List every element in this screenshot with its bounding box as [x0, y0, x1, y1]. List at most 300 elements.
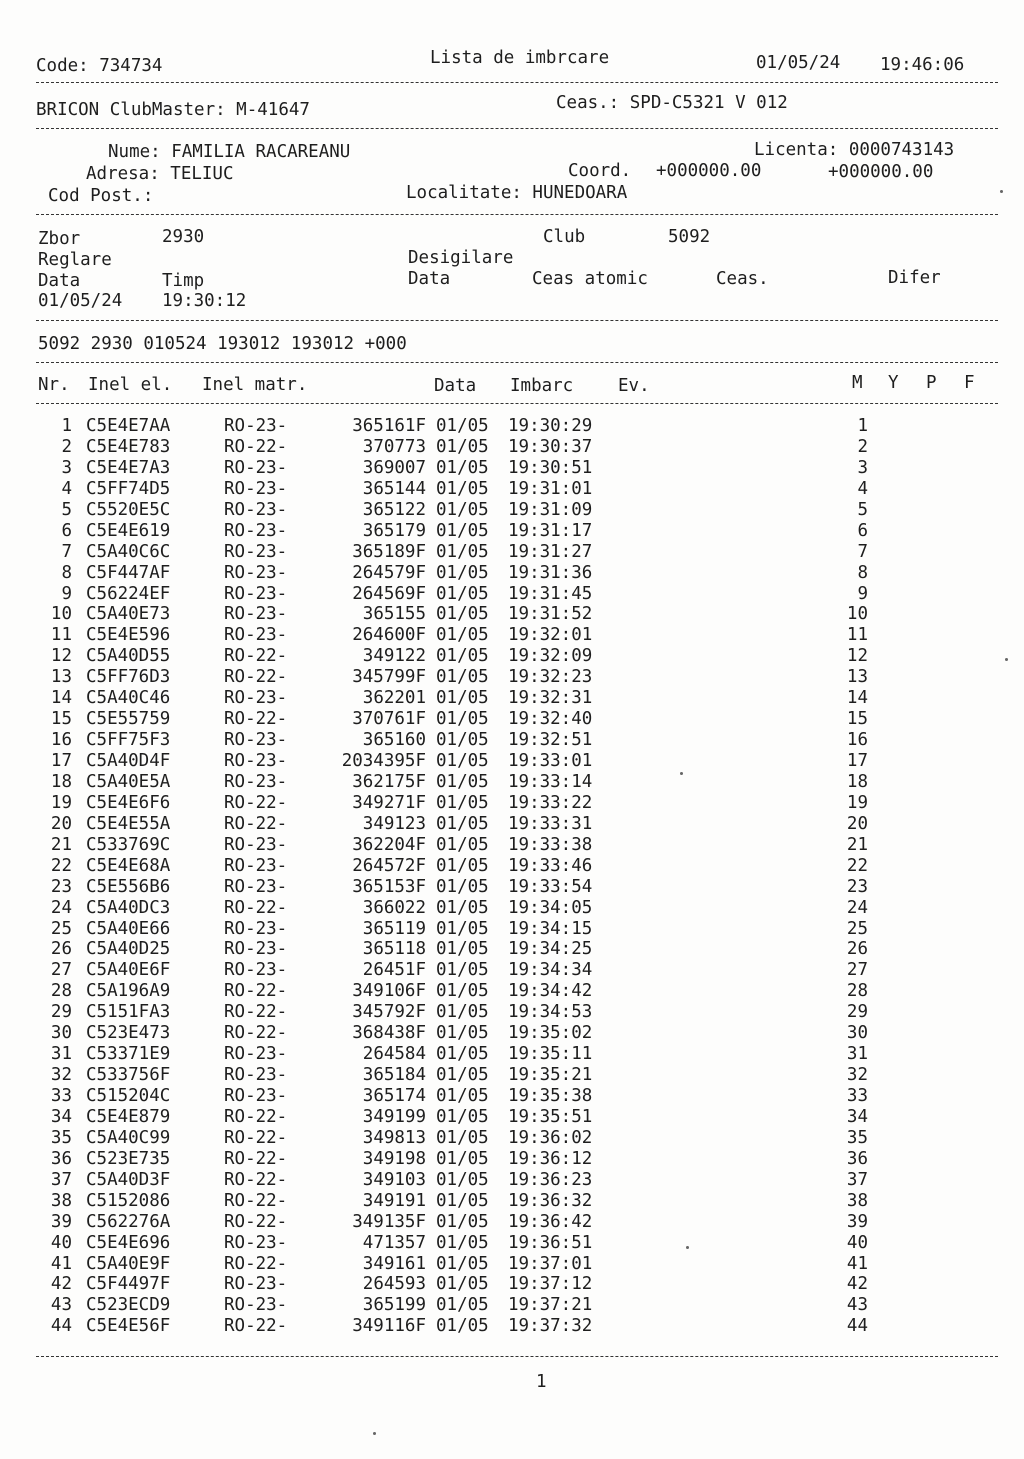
order-m: 41 [846, 1253, 868, 1274]
row-number: 34 [50, 1106, 72, 1127]
difference-label: Difer [888, 268, 941, 288]
atomic-clock-label: Ceas atomic [532, 269, 648, 289]
ring-prefix: RO-22- [224, 436, 288, 457]
electronic-ring: C523E735 [86, 1148, 171, 1169]
table-row [36, 898, 996, 919]
separator-line [36, 82, 998, 83]
table-row [36, 919, 996, 940]
table-row [36, 1191, 996, 1212]
row-number: 6 [61, 520, 72, 541]
ring-number: 365161F [352, 416, 426, 436]
ring-prefix: RO-23- [224, 918, 288, 939]
locality: Localitate: HUNEDOARA [406, 183, 628, 203]
basketing-time: 19:31:52 [508, 604, 593, 625]
arrival-date: 01/05 [436, 1148, 489, 1169]
basketing-time: 19:35:21 [508, 1065, 593, 1086]
table-row [36, 793, 996, 814]
order-m: 14 [846, 688, 868, 709]
ring-number: 349198 [362, 1148, 426, 1169]
order-m: 10 [846, 604, 868, 625]
order-m: 23 [846, 876, 868, 897]
ring-prefix: RO-22- [224, 897, 288, 918]
scan-speck [1005, 658, 1008, 661]
scan-speck [686, 1246, 689, 1249]
ring-number: 349135F [352, 1211, 426, 1232]
flight-number: 2930 [162, 227, 205, 247]
clock-label: Ceas.: SPD-C5321 V 012 [556, 93, 788, 113]
table-row [36, 625, 996, 646]
basketing-time: 19:35:02 [508, 1023, 593, 1044]
arrival-date: 01/05 [436, 562, 489, 583]
row-number: 17 [50, 751, 72, 771]
ring-prefix: RO-22- [224, 1106, 288, 1127]
electronic-ring: C5A40E9F [86, 1253, 171, 1274]
basketing-time: 19:37:12 [508, 1274, 593, 1295]
table-row [36, 1023, 996, 1044]
ring-prefix: RO-23- [224, 1232, 288, 1253]
ring-number: 2034395F [341, 751, 426, 771]
arrival-date: 01/05 [436, 855, 489, 876]
order-m: 9 [857, 583, 868, 604]
ring-prefix: RO-22- [224, 813, 288, 834]
row-number: 26 [50, 939, 72, 960]
ring-number: 366022 [362, 897, 426, 918]
order-m: 35 [846, 1127, 868, 1148]
basketing-time: 19:36:02 [508, 1127, 593, 1148]
page-number: 1 [536, 1372, 547, 1392]
electronic-ring: C5E55759 [86, 709, 171, 730]
ring-number: 349271F [352, 792, 426, 813]
table-row [36, 604, 996, 625]
ring-number: 345792F [352, 1002, 426, 1023]
row-number: 11 [50, 625, 72, 646]
arrival-date: 01/05 [436, 751, 489, 771]
basketing-time: 19:31:36 [508, 562, 593, 583]
arrival-date: 01/05 [436, 960, 489, 981]
order-m: 43 [846, 1295, 868, 1316]
separator-line [36, 128, 998, 129]
ring-prefix: RO-23- [224, 1065, 288, 1086]
electronic-ring: C5A40C46 [86, 688, 171, 709]
ring-prefix: RO-23- [224, 583, 288, 604]
ring-prefix: RO-23- [224, 834, 288, 855]
owner-name: Nume: FAMILIA RACAREANU [108, 142, 351, 162]
table-row [36, 772, 996, 793]
electronic-ring: C5E4E619 [86, 520, 171, 541]
basketing-time: 19:31:27 [508, 541, 593, 562]
order-m: 29 [846, 1002, 868, 1023]
order-m: 25 [846, 918, 868, 939]
electronic-ring: C5A40E6F [86, 960, 171, 981]
table-row [36, 563, 996, 584]
table-row [36, 835, 996, 856]
col-header-m: M [852, 373, 863, 393]
print-date: 01/05/24 [756, 53, 841, 73]
basketing-time: 19:35:11 [508, 1044, 593, 1065]
basketing-time: 19:32:01 [508, 625, 593, 646]
row-number: 22 [50, 855, 72, 876]
coord-label: Coord. [568, 161, 632, 181]
coord-latitude: +000000.00 [656, 161, 762, 181]
electronic-ring: C5E4E7AA [86, 416, 171, 436]
row-number: 7 [61, 541, 72, 562]
ring-prefix: RO-23- [224, 604, 288, 625]
arrival-date: 01/05 [436, 981, 489, 1002]
basketing-time: 19:32:40 [508, 709, 593, 730]
order-m: 22 [846, 855, 868, 876]
separator-line [36, 320, 998, 321]
arrival-date: 01/05 [436, 416, 489, 436]
table-row [36, 521, 996, 542]
ring-prefix: RO-23- [224, 688, 288, 709]
ring-prefix: RO-22- [224, 646, 288, 667]
ring-number: 349191 [362, 1190, 426, 1211]
table-row [36, 458, 996, 479]
electronic-ring: C5F4497F [86, 1274, 171, 1295]
clock-column-label: Ceas. [716, 269, 769, 289]
flight-label: Zbor [38, 229, 81, 249]
setting-date-label: Data [38, 271, 81, 291]
arrival-date: 01/05 [436, 1190, 489, 1211]
electronic-ring: C5A40D4F [86, 751, 171, 771]
ring-number: 471357 [362, 1232, 426, 1253]
ring-prefix: RO-23- [224, 478, 288, 499]
arrival-date: 01/05 [436, 834, 489, 855]
basketing-time: 19:33:38 [508, 834, 593, 855]
row-number: 13 [50, 667, 72, 688]
order-m: 7 [857, 541, 868, 562]
row-number: 29 [50, 1002, 72, 1023]
row-number: 33 [50, 1086, 72, 1106]
electronic-ring: C515204C [86, 1086, 171, 1106]
basketing-time: 19:30:51 [508, 457, 593, 478]
row-number: 19 [50, 792, 72, 813]
ring-number: 368438F [352, 1023, 426, 1044]
table-row [36, 981, 996, 1002]
ring-prefix: RO-23- [224, 730, 288, 751]
order-m: 6 [857, 520, 868, 541]
basketing-time: 19:32:23 [508, 667, 593, 688]
order-m: 33 [846, 1086, 868, 1106]
order-m: 13 [846, 667, 868, 688]
ring-number: 369007 [362, 457, 426, 478]
ring-number: 365153F [352, 876, 426, 897]
table-row [36, 416, 996, 437]
table-row [36, 1274, 996, 1295]
ring-number: 365155 [362, 604, 426, 625]
ring-number: 365179 [362, 520, 426, 541]
arrival-date: 01/05 [436, 583, 489, 604]
table-row [36, 1233, 996, 1254]
order-m: 27 [846, 960, 868, 981]
order-m: 8 [857, 562, 868, 583]
arrival-date: 01/05 [436, 1211, 489, 1232]
order-m: 17 [846, 751, 868, 771]
ring-number: 264572F [352, 855, 426, 876]
arrival-date: 01/05 [436, 876, 489, 897]
table-row [36, 877, 996, 898]
ring-prefix: RO-23- [224, 960, 288, 981]
electronic-ring: C5152086 [86, 1190, 171, 1211]
order-m: 5 [857, 499, 868, 520]
coord-longitude: +000000.00 [828, 162, 934, 182]
col-header-data: Data [434, 376, 477, 396]
order-m: 20 [846, 813, 868, 834]
ring-number: 365199 [362, 1295, 426, 1316]
col-header-nr: Nr. [38, 375, 70, 395]
arrival-date: 01/05 [436, 688, 489, 709]
row-number: 27 [50, 960, 72, 981]
arrival-date: 01/05 [436, 499, 489, 520]
electronic-ring: C5FF74D5 [86, 478, 171, 499]
ring-number: 264600F [352, 625, 426, 646]
basketing-time: 19:34:42 [508, 981, 593, 1002]
table-row [36, 1170, 996, 1191]
table-row [36, 856, 996, 877]
basketing-time: 19:31:01 [508, 478, 593, 499]
ring-prefix: RO-22- [224, 1127, 288, 1148]
electronic-ring: C5E4E55A [86, 813, 171, 834]
clock-code-line: 5092 2930 010524 193012 193012 +000 [38, 334, 407, 354]
table-row [36, 437, 996, 458]
row-number: 38 [50, 1190, 72, 1211]
table-row [36, 500, 996, 521]
ring-number: 365119 [362, 918, 426, 939]
electronic-ring: C5FF75F3 [86, 730, 171, 751]
electronic-ring: C5E4E879 [86, 1106, 171, 1127]
basketing-time: 19:32:31 [508, 688, 593, 709]
table-row [36, 646, 996, 667]
basketing-time: 19:33:22 [508, 792, 593, 813]
electronic-ring: C533769C [86, 834, 171, 855]
row-number: 31 [50, 1044, 72, 1065]
club-label: Club [543, 227, 586, 247]
table-row [36, 1316, 996, 1337]
arrival-date: 01/05 [436, 918, 489, 939]
basketing-time: 19:33:54 [508, 876, 593, 897]
arrival-date: 01/05 [436, 1169, 489, 1190]
row-number: 18 [50, 771, 72, 792]
ring-prefix: RO-23- [224, 457, 288, 478]
arrival-date: 01/05 [436, 1044, 489, 1065]
ring-number: 365144 [362, 478, 426, 499]
ring-number: 264584 [362, 1044, 426, 1065]
electronic-ring: C5E4E68A [86, 855, 171, 876]
table-row [36, 1107, 996, 1128]
electronic-ring: C5520E5C [86, 499, 171, 520]
row-number: 44 [50, 1316, 72, 1337]
row-number: 25 [50, 918, 72, 939]
row-number: 2 [61, 436, 72, 457]
electronic-ring: C533756F [86, 1065, 171, 1086]
arrival-date: 01/05 [436, 939, 489, 960]
basketing-time: 19:33:01 [508, 751, 593, 771]
basketing-time: 19:34:34 [508, 960, 593, 981]
basketing-time: 19:31:45 [508, 583, 593, 604]
electronic-ring: C523ECD9 [86, 1295, 171, 1316]
order-m: 18 [846, 771, 868, 792]
arrival-date: 01/05 [436, 625, 489, 646]
arrival-date: 01/05 [436, 1274, 489, 1295]
ring-number: 349122 [362, 646, 426, 667]
row-number: 12 [50, 646, 72, 667]
ring-prefix: RO-23- [224, 855, 288, 876]
ring-prefix: RO-22- [224, 1211, 288, 1232]
setting-date: 01/05/24 [38, 291, 123, 311]
basketing-time: 19:33:14 [508, 771, 593, 792]
basketing-time: 19:34:53 [508, 1002, 593, 1023]
ring-prefix: RO-22- [224, 1002, 288, 1023]
ring-prefix: RO-22- [224, 1253, 288, 1274]
ring-prefix: RO-23- [224, 1044, 288, 1065]
ring-prefix: RO-23- [224, 1295, 288, 1316]
order-m: 21 [846, 834, 868, 855]
table-row [36, 960, 996, 981]
electronic-ring: C5A40C6C [86, 541, 171, 562]
col-header-ev: Ev. [618, 376, 650, 396]
col-header-f: F [964, 373, 975, 393]
basketing-time: 19:32:51 [508, 730, 593, 751]
ring-prefix: RO-23- [224, 541, 288, 562]
owner-address: Adresa: TELIUC [86, 164, 234, 184]
ring-number: 365174 [362, 1086, 426, 1106]
scan-speck [680, 772, 683, 775]
table-row [36, 542, 996, 563]
separator-line [36, 403, 998, 404]
order-m: 30 [846, 1023, 868, 1044]
ring-prefix: RO-23- [224, 562, 288, 583]
row-number: 36 [50, 1148, 72, 1169]
ring-number: 349161 [362, 1253, 426, 1274]
electronic-ring: C5E4E7A3 [86, 457, 171, 478]
ring-number: 370761F [352, 709, 426, 730]
electronic-ring: C523E473 [86, 1023, 171, 1044]
electronic-ring: C5A40DC3 [86, 897, 171, 918]
setting-label: Reglare [38, 250, 112, 270]
row-number: 42 [50, 1274, 72, 1295]
electronic-ring: C5E4E56F [86, 1316, 171, 1337]
arrival-date: 01/05 [436, 897, 489, 918]
ring-prefix: RO-23- [224, 876, 288, 897]
order-m: 39 [846, 1211, 868, 1232]
ring-prefix: RO-23- [224, 751, 288, 771]
ring-number: 264579F [352, 562, 426, 583]
order-m: 12 [846, 646, 868, 667]
ring-prefix: RO-23- [224, 625, 288, 646]
table-row [36, 1295, 996, 1316]
electronic-ring: C53371E9 [86, 1044, 171, 1065]
arrival-date: 01/05 [436, 1316, 489, 1337]
electronic-ring: C5F447AF [86, 562, 171, 583]
arrival-date: 01/05 [436, 604, 489, 625]
row-number: 1 [61, 416, 72, 436]
arrival-date: 01/05 [436, 646, 489, 667]
ring-number: 349813 [362, 1127, 426, 1148]
table-row [36, 730, 996, 751]
basketing-time: 19:31:17 [508, 520, 593, 541]
unsealing-date-label: Data [408, 269, 451, 289]
order-m: 16 [846, 730, 868, 751]
electronic-ring: C5A40D55 [86, 646, 171, 667]
ring-number: 26451F [362, 960, 426, 981]
row-number: 37 [50, 1169, 72, 1190]
basketing-time: 19:37:01 [508, 1253, 593, 1274]
row-number: 14 [50, 688, 72, 709]
order-m: 44 [846, 1316, 868, 1337]
basketing-time: 19:30:29 [508, 416, 593, 436]
order-m: 1 [857, 416, 868, 436]
order-m: 38 [846, 1190, 868, 1211]
row-number: 35 [50, 1127, 72, 1148]
ring-number: 345799F [352, 667, 426, 688]
ring-number: 365184 [362, 1065, 426, 1086]
row-number: 24 [50, 897, 72, 918]
row-number: 43 [50, 1295, 72, 1316]
separator-line [36, 1356, 998, 1357]
order-m: 24 [846, 897, 868, 918]
arrival-date: 01/05 [436, 1106, 489, 1127]
ring-number: 362175F [352, 771, 426, 792]
order-m: 37 [846, 1169, 868, 1190]
arrival-date: 01/05 [436, 813, 489, 834]
order-m: 28 [846, 981, 868, 1002]
order-m: 3 [857, 457, 868, 478]
order-m: 34 [846, 1106, 868, 1127]
electronic-ring: C5A40E66 [86, 918, 171, 939]
electronic-ring: C5E4E596 [86, 625, 171, 646]
electronic-ring: C5A40D25 [86, 939, 171, 960]
basketing-time: 19:37:32 [508, 1316, 593, 1337]
electronic-ring: C56224EF [86, 583, 171, 604]
row-number: 8 [61, 562, 72, 583]
row-number: 28 [50, 981, 72, 1002]
table-row [36, 814, 996, 835]
basketing-time: 19:31:09 [508, 499, 593, 520]
row-number: 10 [50, 604, 72, 625]
row-number: 9 [61, 583, 72, 604]
table-row [36, 1065, 996, 1086]
table-row [36, 709, 996, 730]
table-row [36, 584, 996, 605]
ring-prefix: RO-22- [224, 792, 288, 813]
basketing-time: 19:36:32 [508, 1190, 593, 1211]
basketing-time: 19:35:51 [508, 1106, 593, 1127]
basketing-time: 19:34:05 [508, 897, 593, 918]
arrival-date: 01/05 [436, 709, 489, 730]
table-row [36, 939, 996, 960]
order-m: 26 [846, 939, 868, 960]
ring-number: 365160 [362, 730, 426, 751]
ring-prefix: RO-23- [224, 520, 288, 541]
basketing-time: 19:36:12 [508, 1148, 593, 1169]
clubmaster-label: BRICON ClubMaster: M-41647 [36, 100, 310, 120]
ring-prefix: RO-23- [224, 416, 288, 436]
table-row [36, 751, 996, 772]
basketing-time: 19:33:31 [508, 813, 593, 834]
arrival-date: 01/05 [436, 1295, 489, 1316]
row-number: 21 [50, 834, 72, 855]
col-header-inel-matr: Inel matr. [202, 375, 308, 395]
ring-prefix: RO-22- [224, 1190, 288, 1211]
ring-number: 349116F [352, 1316, 426, 1337]
ring-number: 349199 [362, 1106, 426, 1127]
license-number: Licenta: 0000743143 [754, 140, 955, 160]
arrival-date: 01/05 [436, 1065, 489, 1086]
row-number: 40 [50, 1232, 72, 1253]
ring-prefix: RO-22- [224, 1023, 288, 1044]
ring-number: 365122 [362, 499, 426, 520]
row-number: 39 [50, 1211, 72, 1232]
